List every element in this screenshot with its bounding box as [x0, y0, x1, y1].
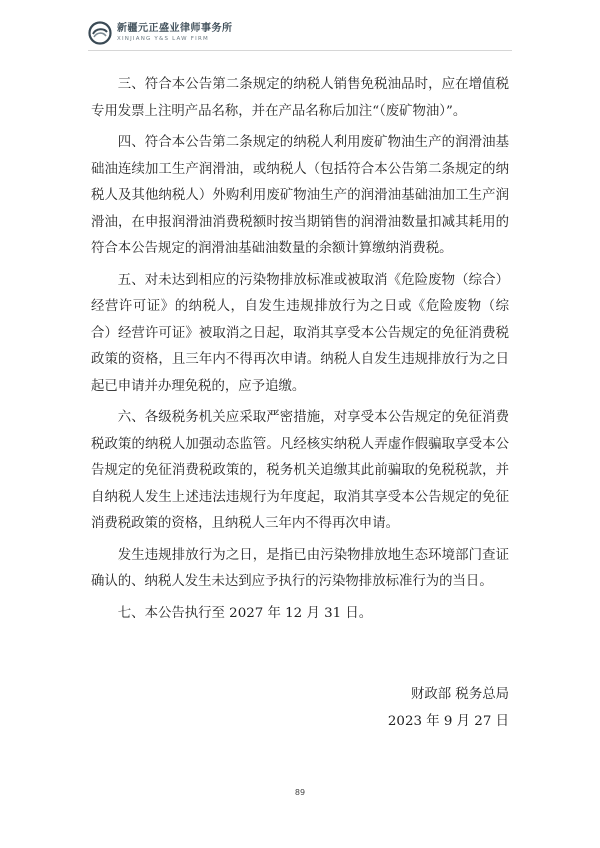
issuing-authorities: 财政部 税务总局	[411, 687, 509, 702]
paragraph-article-5: 五、对未达到相应的污染物排放标准或被取消《危险废物（综合）经营许可证》的纳税人，自发生违规排放行为之日或《危险废物（综合）经营许可证》被取消之日起，取消其享受本公告规定的免征消费税政策的资格，且三年内不得再次申请。纳税人自发生违规排放行为之日起已申请并办理免税的，应予追缴。	[91, 272, 509, 394]
paragraph-article-3: 三、符合本公告第二条规定的纳税人销售免税油品时，应在增值税专用发票上注明产品名称，并在产品名称后加注“（废矿物油）”。	[91, 77, 509, 119]
firm-name-cn: 新疆元正盛业律师事务所	[117, 22, 233, 34]
signoff-block	[388, 682, 509, 735]
logo-text	[117, 24, 233, 43]
law-firm-logo-icon	[88, 21, 112, 45]
document-body	[91, 72, 509, 627]
paragraph-definition: 发生违规排放行为之日，是指已由污染物排放地生态环境部门查证确认的、纳税人发生未达到应予执行的污染物排放标准行为的当日。	[91, 547, 509, 589]
paragraph-article-7: 七、本公告执行至 2027 年 12 月 31 日。	[117, 605, 373, 621]
header-divider	[88, 50, 512, 51]
firm-name-en: XINJIANG Y&S LAW FIRM	[117, 35, 209, 42]
paragraph-article-4: 四、符合本公告第二条规定的纳税人利用废矿物油生产的润滑油基础油连续加工生产润滑油，或纳税人（包括符合本公告第二条规定的纳税人及其他纳税人）外购利用废矿物油生产的润滑油基础油加工生产润滑油，在申报润滑油消费税额时按当期销售的润滑油数量扣减其耗用的符合本公告规定的润滑油基础油数量的余额计算缴纳消费税。	[91, 135, 509, 256]
page-number: 89	[294, 788, 306, 797]
issue-date: 2023 年 9 月 27 日	[387, 713, 509, 729]
document-header	[88, 18, 233, 48]
paragraph-article-6: 六、各级税务机关应采取严密措施，对享受本公告规定的免征消费税政策的纳税人加强动态监管。凡经核实纳税人弄虚作假骗取享受本公告规定的免征消费税政策的，税务机关追缴其此前骗取的免税税款，并自纳税人发生上述违法违规行为年度起，取消其享受本公告规定的免征消费税政策的资格，且纳税人三年内不得再次申请。	[91, 410, 509, 531]
